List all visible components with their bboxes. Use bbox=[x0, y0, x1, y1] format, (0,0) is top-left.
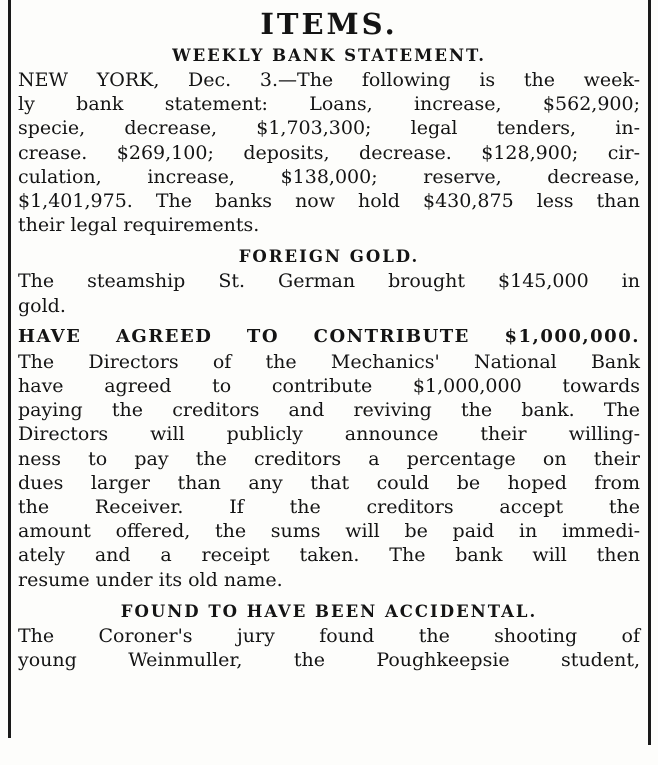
column-rule-left bbox=[8, 0, 11, 738]
news-column bbox=[18, 6, 640, 672]
text-line: ness to pay the creditors a percentage on their bbox=[18, 447, 640, 470]
text-line: NEW YORK, Dec. 3.—The following is the week- bbox=[18, 69, 640, 91]
section-body-foreign-gold bbox=[18, 269, 640, 317]
section-body-found-accidental bbox=[18, 624, 640, 672]
text-line: crease. $269,100; deposits, decrease. $128,900; cir- bbox=[18, 141, 640, 164]
text-line: dues larger than any that could be hoped from bbox=[18, 471, 640, 494]
text-line: The Coroner's jury found the shooting of bbox=[18, 624, 640, 647]
text-line: the Receiver. If the creditors accept the bbox=[18, 496, 640, 519]
section-heading-found-accidental: FOUND TO HAVE BEEN ACCIDENTAL. bbox=[120, 601, 538, 621]
section-heading-bank-statement: WEEKLY BANK STATEMENT. bbox=[172, 46, 486, 65]
text-line: ately and a receipt taken. The bank will then bbox=[18, 544, 640, 567]
text-line: resume under its old name. bbox=[18, 568, 283, 591]
text-line: The Directors of the Mechanics' National Bank bbox=[18, 350, 640, 373]
section-body-bank-statement bbox=[18, 68, 640, 237]
text-line: Directors will publicly announce their willing- bbox=[18, 423, 640, 446]
text-line: $1,401,975. The banks now hold $430,875 less than bbox=[18, 190, 640, 213]
page-title: ITEMS. bbox=[260, 7, 398, 41]
column-rule-right bbox=[648, 0, 651, 745]
text-line: their legal requirements. bbox=[18, 214, 260, 237]
section-heading-foreign-gold: FOREIGN GOLD. bbox=[238, 247, 420, 267]
text-line: paying the creditors and reviving the bank. The bbox=[18, 399, 640, 422]
section-heading-agreed-to-contribute: HAVE AGREED TO CONTRIBUTE $1,000,000. bbox=[18, 325, 640, 347]
text-line: The steamship St. German brought $145,000 in bbox=[18, 270, 640, 293]
text-line: culation, increase, $138,000; reserve, decrease, bbox=[18, 165, 640, 188]
text-line: have agreed to contribute $1,000,000 towards bbox=[18, 375, 640, 398]
section-body-agreed-to-contribute bbox=[18, 350, 640, 592]
text-line: specie, decrease, $1,703,300; legal tenders, in- bbox=[18, 117, 640, 140]
text-line: ly bank statement: Loans, increase, $562,900; bbox=[18, 93, 640, 116]
text-line: amount offered, the sums will be paid in immedi- bbox=[18, 520, 640, 543]
text-line: young Weinmuller, the Poughkeepsie student, bbox=[18, 649, 640, 672]
text-line: gold. bbox=[18, 294, 66, 317]
